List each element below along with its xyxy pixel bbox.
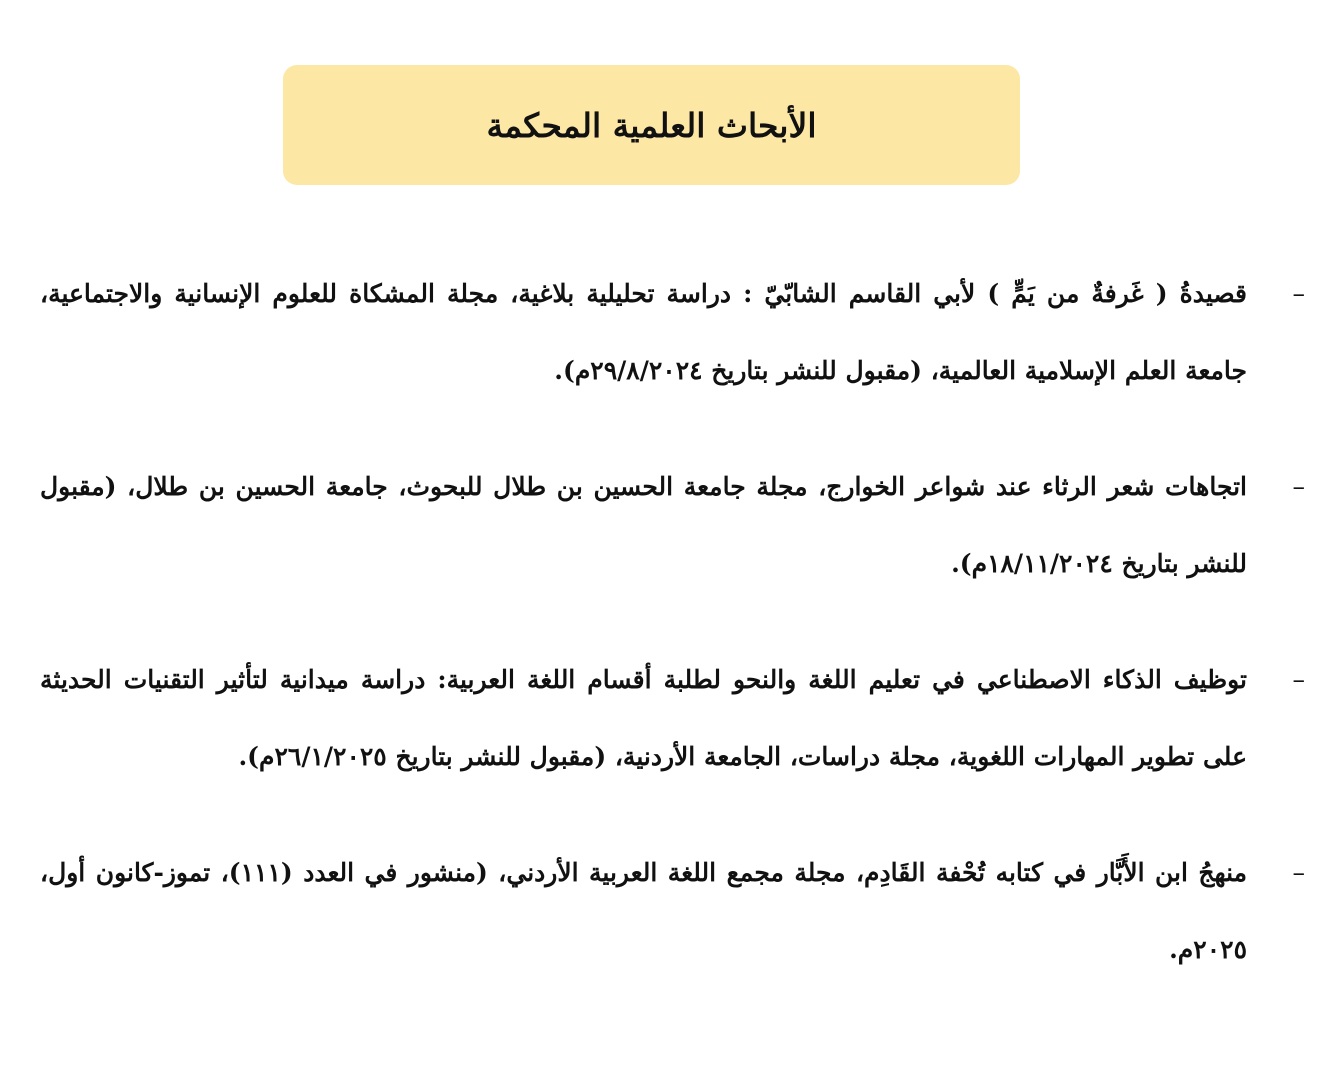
research-list (40, 255, 1305, 988)
research-entry-text: اتجاهات شعر الرثاء عند شواعر الخوارج، مجلة جامعة الحسين بن طلال للبحوث، جامعة الحسين بن طلال، (مقبول للنشر بتاريخ ١٨/١١/٢٠٢٤م). (40, 472, 1247, 578)
research-entry-text: قصيدةُ ( غَرفةٌ من يَمٍّ ) لأبي القاسم الشابّيّ : دراسة تحليلية بلاغية، مجلة المشكاة للعلوم الإنسانية والاجتماعية، جامعة العلم الإسلامية العالمية، (مقبول للنشر بتاريخ ٢٩/٨/٢٠٢٤م). (40, 279, 1247, 385)
bullet-dash: – (1292, 858, 1305, 887)
section-title-box (283, 65, 1020, 185)
bullet-dash: – (1292, 472, 1305, 501)
bullet-dash: – (1292, 279, 1305, 308)
research-entry-1 (40, 255, 1305, 409)
research-entry-text: توظيف الذكاء الاصطناعي في تعليم اللغة والنحو لطلبة أقسام اللغة العربية: دراسة ميدانية لتأثير التقنيات الحديثة على تطوير المهارات اللغوية، مجلة دراسات، الجامعة الأردنية، (مقبول للنشر بتاريخ ٢٦/١/٢٠٢٥م). (40, 665, 1247, 771)
bullet-dash: – (1292, 665, 1305, 694)
research-entry-4 (40, 834, 1305, 988)
section-title: الأبحاث العلمية المحكمة (486, 105, 817, 145)
research-entry-text: منهجُ ابن الأَبَّار في كتابه تُحْفة القَادِم، مجلة مجمع اللغة العربية الأردني، (منشور في العدد (١١١)، تموز-كانون أول، ٢٠٢٥م. (40, 858, 1247, 964)
research-entry-2 (40, 448, 1305, 602)
research-entry-3 (40, 641, 1305, 795)
